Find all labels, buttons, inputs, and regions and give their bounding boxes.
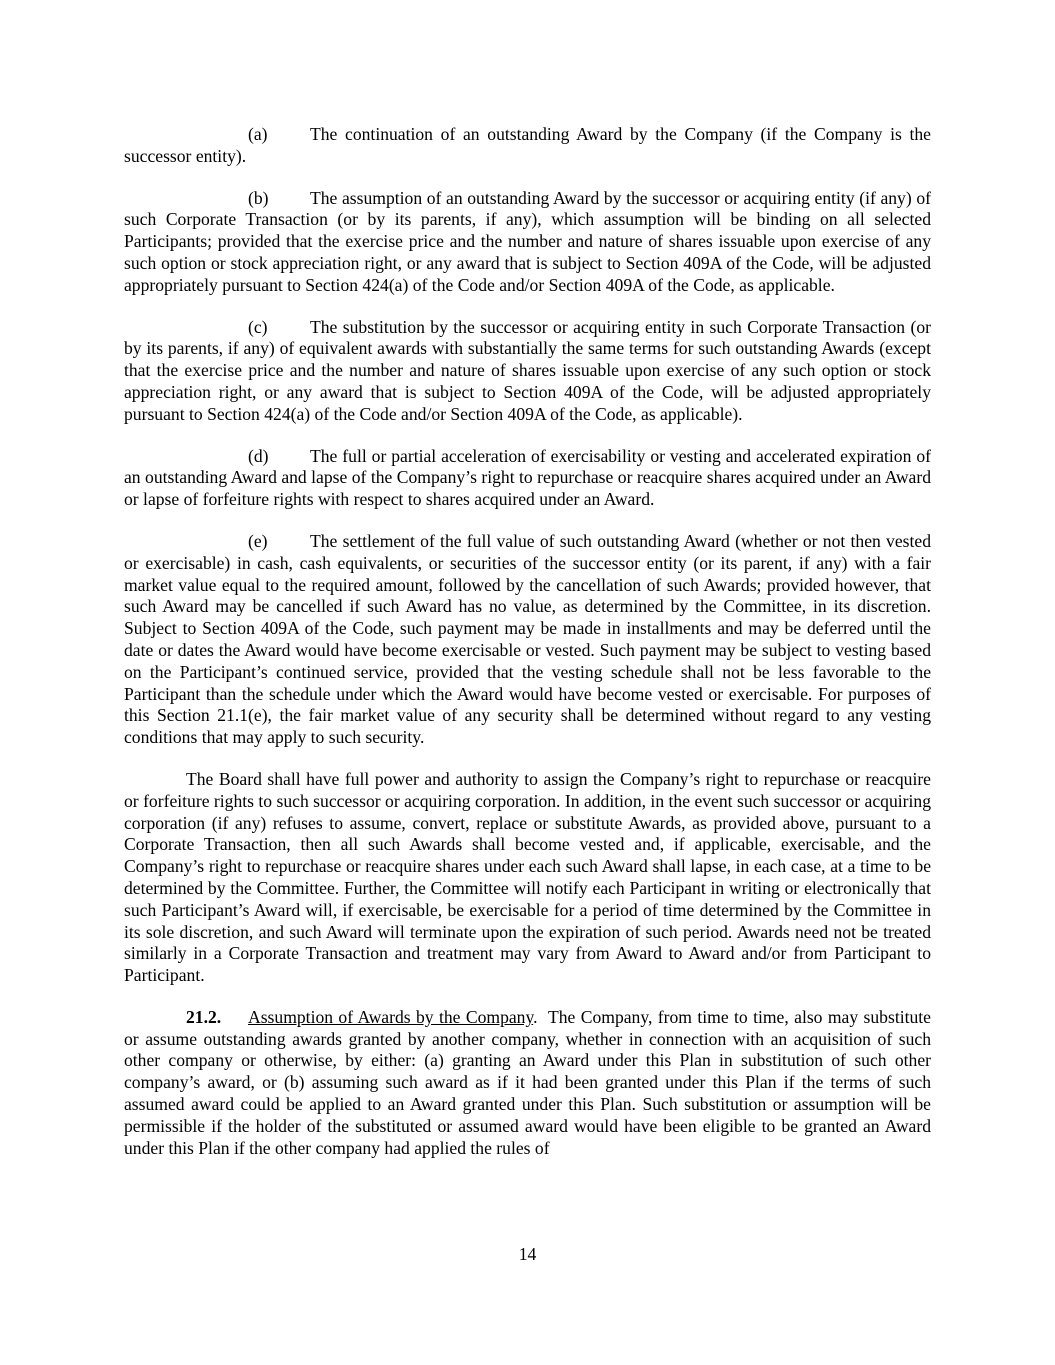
document-page xyxy=(124,124,931,1179)
section-21-2 xyxy=(124,1007,931,1160)
page-number: 14 xyxy=(518,1244,537,1264)
section-21-2-heading-end: . xyxy=(533,1006,538,1027)
paragraph-c xyxy=(124,317,931,426)
paragraph-d-label: (d) xyxy=(248,445,269,466)
paragraph-a-label: (a) xyxy=(248,124,268,144)
paragraph-c-label: (c) xyxy=(248,316,268,337)
board-paragraph-text: The Board shall have full power and authority to assign the Company’s right to repurchase or reacquire or forfeiture rights to such successor or acquiring corporation. In addition, in the event such successor or acquiring corporation (if any) refuses to assume, convert, replace or substitute Awards, as provided above, pursuant to a Corporate Transaction, then all such Awards shall become vested and, if applicable, exercisable, and the Company’s right to repurchase or reacquire shares under each such Award shall lapse, in each case, at a time to be determined by the Committee. Further, the Committee will notify each Participant in writing or electronically that such Participant’s Award will, if exercisable, be exercisable for a period of time determined by the Committee in its sole discretion, and such Award will terminate upon the expiration of such period. Awards need not be treated similarly in a Corporate Transaction and treatment may vary from Award to Award and/or from Participant to Participant. xyxy=(124,768,931,986)
paragraph-e-text: The settlement of the full value of such outstanding Award (whether or not then vested or exercisable) in cash, cash equivalents, or securities of the successor entity (or its parent, if any) with a fair market value equal to the required amount, followed by the cancellation of such Awards; provided however, that such Award may be cancelled if such Award has no value, as determined by the Committee, in its discretion. Subject to Section 409A of the Code, such payment may be made in installments and may be deferred until the date or dates the Award would have become exercisable or vested. Such payment may be subject to vesting based on the Participant’s continued service, provided that the vesting schedule shall not be less favorable to the Participant than the schedule under which the Award would have become vested or exercisable. For purposes of this Section 21.1(e), the fair market value of any security shall be determined without regard to any vesting conditions that may apply to such security. xyxy=(124,530,931,748)
paragraph-a xyxy=(124,124,931,168)
paragraph-b xyxy=(124,188,931,297)
paragraph-d-text: The full or partial acceleration of exercisability or vesting and accelerated expiration of an outstanding Award and lapse of the Company’s right to repurchase or reacquire shares acquired under an Award or lapse of forfeiture rights with respect to shares acquired under an Award. xyxy=(124,445,931,510)
section-21-2-number: 21.2. xyxy=(186,1006,222,1027)
paragraph-c-text: The substitution by the successor or acquiring entity in such Corporate Transaction (or by its parents, if any) of equivalent awards with substantially the same terms for such outstanding Awards (except that the exercise price and the number and nature of shares issuable upon exercise of any such option or stock appreciation right, or any award that is subject to Section 409A of the Code, will be adjusted appropriately pursuant to Section 424(a) of the Code and/or Section 409A of the Code, as applicable). xyxy=(124,316,931,424)
board-paragraph xyxy=(124,769,931,987)
paragraph-a-text: The continuation of an outstanding Award by the Company (if the Company is the successor entity). xyxy=(124,124,931,166)
paragraph-e xyxy=(124,531,931,749)
paragraph-e-label: (e) xyxy=(248,530,268,551)
section-21-2-text: The Company, from time to time, also may substitute or assume outstanding awards granted by another company, whether in connection with an acquisition of such other company or otherwise, by either: (a) granting an Award under this Plan in substitution of such other company’s award, or (b) assuming such award as if it had been granted under this Plan if the terms of such assumed award could be applied to an Award granted under this Plan. Such substitution or assumption will be permissible if the holder of the substituted or assumed award would have been eligible to be granted an Award under this Plan if the other company had applied the rules of xyxy=(124,1006,931,1158)
paragraph-b-text: The assumption of an outstanding Award by the successor or acquiring entity (if any) of such Corporate Transaction (or by its parents, if any), which assumption will be binding on all selected Participants; provided that the exercise price and the number and nature of shares issuable upon exercise of any such option or stock appreciation right, or any award that is subject to Section 409A of the Code, will be adjusted appropriately pursuant to Section 424(a) of the Code and/or Section 409A of the Code, as applicable. xyxy=(124,187,931,295)
section-21-2-heading: Assumption of Awards by the Company xyxy=(248,1006,534,1027)
paragraph-d xyxy=(124,446,931,511)
paragraph-b-label: (b) xyxy=(248,187,269,208)
